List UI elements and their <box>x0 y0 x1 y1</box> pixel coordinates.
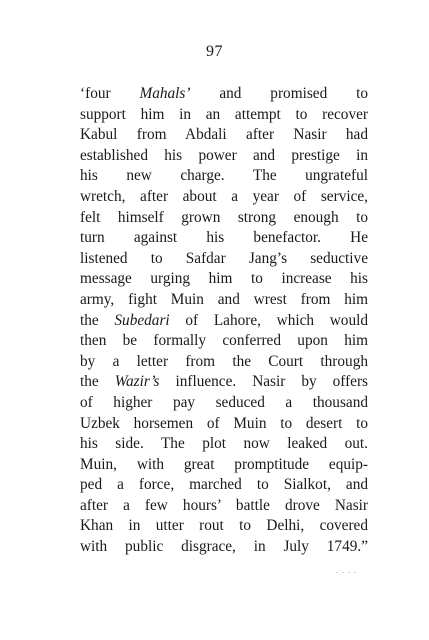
text-line <box>80 496 368 517</box>
text-segment: Uzbek horsemen of Muin to desert to <box>80 414 368 432</box>
text-segment: Khan in utter rout to Delhi, covered <box>80 517 368 535</box>
text-line <box>80 208 368 229</box>
text-line <box>80 187 368 208</box>
text-line <box>80 372 368 393</box>
text-line <box>80 516 368 537</box>
italic-term: Mahals’ <box>139 85 191 102</box>
text-segment: established his power and prestige in <box>80 146 368 164</box>
text-segment: felt himself grown strong enough to <box>80 208 368 226</box>
text-line <box>80 290 368 311</box>
text-segment: with public disgrace, in July 1749.” <box>80 538 368 556</box>
text-line <box>80 166 368 187</box>
text-segment: turn against his benefactor. He <box>80 229 368 247</box>
text-segment: message urging him to increase his <box>80 270 368 288</box>
text-line <box>80 269 368 290</box>
text-segment: his side. The plot now leaked out. <box>80 435 368 453</box>
text-segment: ped a force, marched to Sialkot, and <box>80 476 368 494</box>
text-segment: Kabul from Abdali after Nasir had <box>80 126 368 144</box>
page-number: 97 <box>206 43 223 60</box>
text-line <box>80 475 368 496</box>
text-segment: the <box>80 311 115 329</box>
text-segment: support him in an attempt to recover <box>80 105 368 123</box>
text-line <box>80 455 368 476</box>
italic-term: Wazir’s <box>114 373 160 391</box>
text-line <box>80 414 368 435</box>
text-segment: listened to Safdar Jang’s seductive <box>80 249 368 267</box>
text-line <box>80 105 368 126</box>
text-line <box>80 352 368 373</box>
text-segment: then be formally conferred upon him <box>80 332 368 350</box>
text-line <box>80 537 368 558</box>
print-smudge <box>336 560 366 562</box>
text-segment: after a few hours’ battle drove Nasir <box>80 496 368 514</box>
text-line <box>80 125 368 146</box>
text-line <box>80 84 368 105</box>
text-segment: influence. Nasir by offers <box>159 373 369 391</box>
text-line <box>80 311 368 332</box>
body-text <box>80 84 368 558</box>
text-segment: the <box>80 373 115 391</box>
italic-term: Subedari <box>114 311 170 329</box>
text-line <box>80 146 368 167</box>
text-segment: ‘four <box>80 85 140 102</box>
text-line <box>80 228 368 249</box>
text-line <box>80 331 368 352</box>
text-segment: of higher pay seduced a thousand <box>80 393 368 411</box>
text-segment: by a letter from the Court through <box>80 352 368 370</box>
text-segment: of Lahore, which would <box>169 311 368 329</box>
text-line <box>80 434 368 455</box>
text-line <box>80 393 368 414</box>
text-segment: Muin, with great promptitude equip- <box>80 455 368 473</box>
text-segment: and promised to <box>190 85 369 102</box>
text-segment: wretch, after about a year of service, <box>80 187 368 205</box>
text-segment: his new charge. The ungrateful <box>80 167 368 185</box>
text-segment: army, fight Muin and wrest from him <box>80 290 368 308</box>
text-line <box>80 249 368 270</box>
